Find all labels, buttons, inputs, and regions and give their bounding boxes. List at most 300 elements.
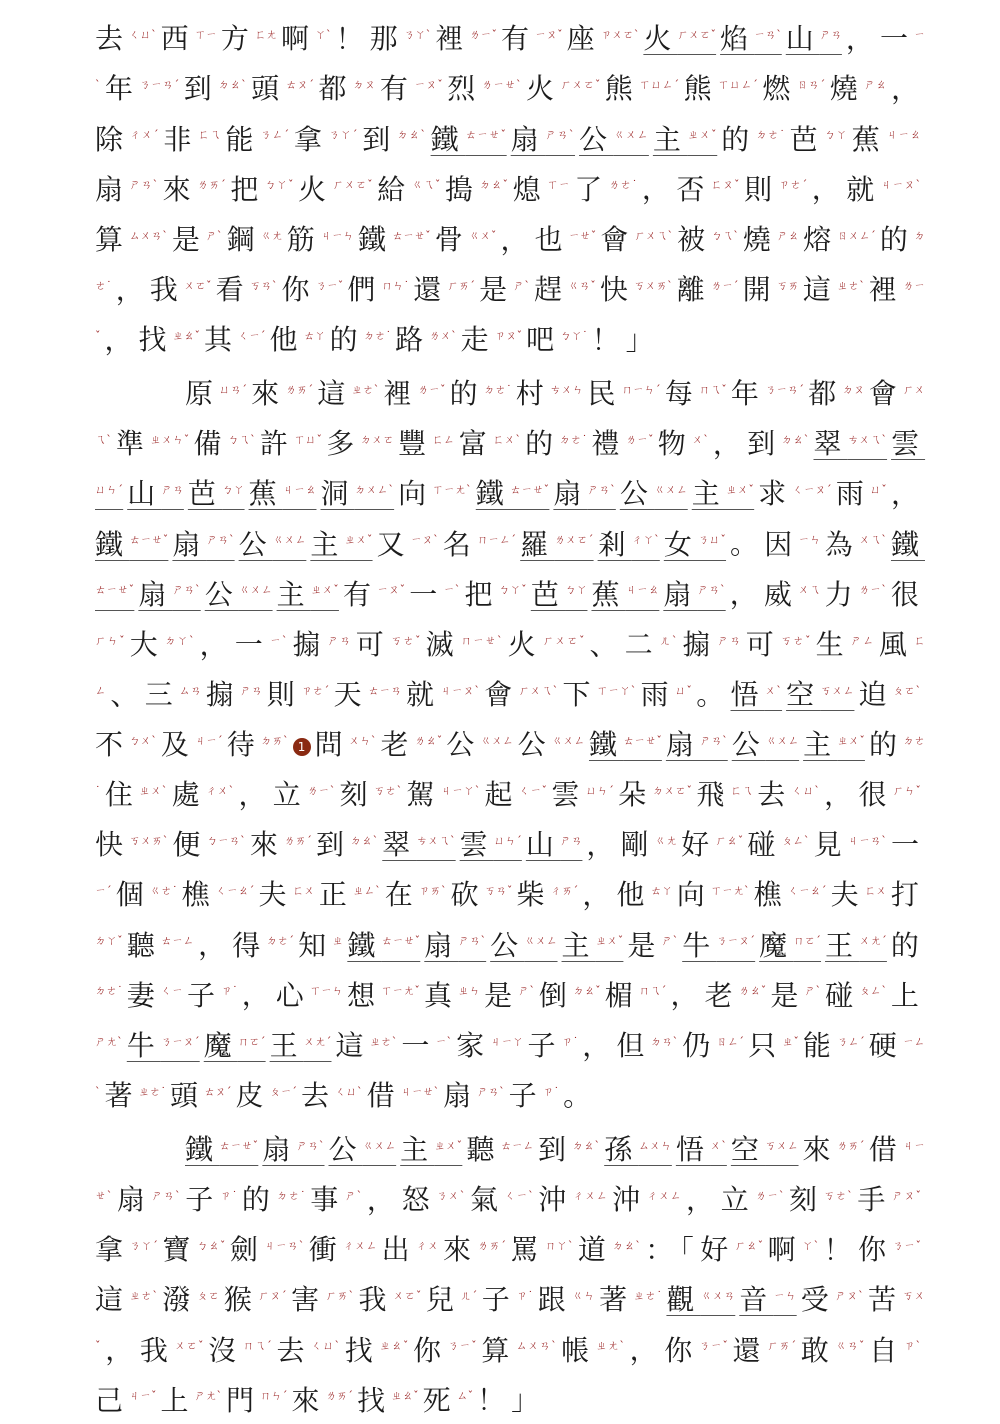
hanzi: 很 — [890, 577, 925, 611]
glyph — [891, 477, 925, 510]
glyph — [443, 1233, 510, 1266]
glyph — [812, 173, 847, 206]
zhuyin: ㄊㄚ — [303, 328, 326, 342]
zhuyin: ㄏㄞˊ — [767, 1339, 797, 1353]
hanzi: 去 — [95, 22, 130, 56]
glyph — [172, 828, 249, 861]
zhuyin: ㄍㄟˇ — [411, 178, 441, 192]
hanzi: 上 — [160, 1383, 195, 1417]
hanzi: 有 — [379, 72, 415, 106]
glyph — [666, 728, 732, 761]
glyph — [630, 1334, 665, 1367]
glyph — [684, 72, 763, 105]
glyph — [116, 273, 150, 306]
hanzi: 芭 — [789, 122, 825, 156]
hanzi: 翠 — [813, 427, 848, 461]
zhuyin: ㄋㄩˇ — [698, 533, 727, 547]
hanzi: 快 — [95, 828, 130, 862]
hanzi: 裡 — [868, 272, 903, 306]
zhuyin: ㄌㄧˇ — [469, 28, 497, 41]
zhuyin: ㄒㄧㄚˋ — [596, 683, 637, 697]
glyph — [424, 929, 490, 962]
hanzi: 只 — [748, 1028, 783, 1062]
hanzi: 沖 — [612, 1183, 647, 1217]
glyph — [484, 678, 562, 711]
zhuyin: ㄕˋ — [804, 984, 822, 998]
glyph — [620, 477, 692, 510]
zhuyin: ㄕㄢˋ — [700, 733, 728, 747]
hanzi: 子 — [508, 1078, 543, 1112]
glyph — [336, 22, 370, 55]
hanzi: 扇 — [138, 577, 173, 611]
zhuyin: ㄐㄧㄠ — [886, 128, 921, 142]
zhuyin: ㄉㄠˋ — [350, 834, 379, 847]
hanzi: 立 — [272, 778, 308, 812]
glyph — [200, 628, 235, 661]
hanzi: ， — [712, 427, 748, 461]
zhuyin: ㄕˋ — [661, 934, 679, 948]
zhuyin: ㄘㄨㄣ — [549, 382, 584, 396]
hanzi: 把 — [464, 577, 499, 611]
glyph — [287, 223, 358, 256]
glyph — [230, 173, 298, 206]
zhuyin: ㄊㄧㄝˇ — [392, 228, 431, 242]
hanzi: 富 — [458, 427, 493, 461]
glyph — [513, 173, 575, 206]
zhuyin: ㄎㄨㄞˋ — [633, 278, 673, 292]
zhuyin: ㄍㄣ — [572, 1289, 596, 1303]
glyph — [539, 979, 605, 1012]
zhuyin: ㄖㄥˊ — [716, 1034, 745, 1048]
zhuyin: ㄇㄧㄥˊ — [476, 533, 517, 547]
zhuyin: ㄇㄧㄝˋ — [460, 633, 504, 647]
zhuyin: ㄎㄢˋ — [249, 278, 278, 292]
glyph — [426, 628, 508, 661]
hanzi: 公 — [731, 728, 766, 762]
zhuyin: ㄍㄤ — [260, 228, 283, 242]
glyph — [127, 1029, 204, 1062]
zhuyin: ㄏㄨㄟˋ — [95, 382, 926, 446]
glyph — [721, 123, 789, 156]
glyph — [451, 878, 517, 911]
hanzi: 啊 — [767, 1233, 803, 1267]
zhuyin: ㄐㄧㄢˋ — [264, 1239, 305, 1252]
zhuyin: ㄈㄥ — [95, 633, 925, 697]
hanzi: 一 — [879, 22, 914, 56]
hanzi: 拿 — [293, 122, 329, 156]
hanzi: 飛 — [696, 778, 731, 812]
zhuyin: ㄕˋ — [344, 1188, 363, 1202]
zhuyin: ㄋㄧˇ — [892, 1239, 921, 1252]
glyph — [315, 728, 381, 761]
glyph — [824, 1233, 858, 1266]
hanzi: 老 — [704, 978, 739, 1012]
glyph — [808, 377, 869, 410]
glyph — [516, 878, 582, 911]
zhuyin: ㄑㄧㄡˊ — [792, 483, 832, 497]
glyph — [705, 979, 771, 1012]
hanzi: 蕉 — [591, 577, 626, 611]
glyph — [666, 1283, 739, 1316]
zhuyin: ㄅㄚˇ — [498, 583, 527, 597]
hanzi: 備 — [193, 427, 228, 461]
glyph — [589, 728, 666, 761]
zhuyin: ㄌㄧㄝˋ — [481, 78, 522, 92]
zhuyin: ㄎㄨˇ — [95, 1289, 925, 1353]
glyph — [801, 1283, 868, 1316]
zhuyin: ㄩˇ — [870, 483, 887, 497]
hanzi: 王 — [825, 928, 860, 962]
glyph — [508, 628, 590, 661]
zhuyin: ㄒㄧ — [194, 28, 217, 41]
glyph — [731, 1133, 803, 1166]
zhuyin: ㄨㄤˊ — [303, 1034, 332, 1048]
glyph — [562, 929, 628, 962]
glyph — [526, 828, 587, 861]
zhuyin: ㄧㄢˋ — [754, 28, 782, 41]
zhuyin: ㄇㄟˊ — [242, 1339, 273, 1353]
glyph — [443, 528, 520, 561]
zhuyin: ㄓ — [332, 934, 344, 948]
glyph — [518, 728, 589, 761]
zhuyin: ㄘㄨㄟˋ — [847, 433, 888, 446]
glyph — [431, 123, 511, 156]
hanzi: 罵 — [510, 1233, 545, 1267]
glyph — [95, 728, 161, 761]
hanzi: 裡 — [383, 377, 418, 411]
glyph — [188, 477, 249, 510]
zhuyin: ㄍㄨㄥ — [654, 483, 688, 497]
hanzi: 扇 — [172, 527, 207, 561]
glyph — [398, 427, 459, 460]
hanzi: 因 — [764, 527, 799, 561]
zhuyin: ㄍㄜ˙ — [149, 884, 178, 898]
glyph — [450, 377, 516, 410]
glyph — [238, 778, 272, 811]
footnote-marker[interactable]: 1 — [293, 738, 311, 756]
glyph — [858, 1233, 925, 1266]
hanzi: 魔 — [759, 928, 794, 962]
hanzi: 借 — [366, 1078, 401, 1112]
hanzi: 民 — [587, 377, 622, 411]
zhuyin: ㄉㄨㄛ — [360, 433, 395, 446]
glyph — [259, 878, 319, 911]
hanzi: 真 — [423, 978, 459, 1012]
hanzi: 聽 — [466, 1133, 501, 1167]
hanzi: 搧 — [292, 627, 328, 661]
hanzi: ， — [891, 72, 926, 106]
glyph — [127, 979, 187, 1012]
hanzi: ！ — [823, 1233, 859, 1267]
glyph — [816, 628, 879, 661]
zhuyin: ㄉㄢˋ — [650, 1034, 679, 1048]
hanzi: 來 — [162, 172, 198, 206]
glyph — [319, 878, 385, 911]
zhuyin: ㄓㄜˋ — [837, 278, 865, 292]
glyph — [516, 377, 588, 410]
glyph — [206, 678, 267, 711]
zhuyin: ㄒㄧㄤˋ — [710, 884, 750, 898]
hanzi: 駕 — [406, 778, 441, 812]
glyph — [445, 173, 513, 206]
glyph — [490, 929, 561, 962]
hanzi: 會 — [600, 222, 635, 256]
hanzi: 熊 — [683, 72, 719, 106]
hanzi: 兒 — [425, 1283, 461, 1317]
glyph — [747, 427, 813, 460]
glyph — [382, 1233, 443, 1266]
zhuyin: ㄌㄧˋ — [307, 783, 336, 797]
glyph — [598, 528, 664, 561]
glyph — [561, 1334, 629, 1367]
hanzi: 西 — [160, 22, 195, 56]
glyph — [618, 778, 696, 811]
zhuyin: ㄅㄟˋ — [227, 433, 256, 446]
glyph — [732, 728, 803, 761]
zhuyin: ㄉㄠˋ — [396, 128, 427, 142]
zhuyin: ㄊㄧㄥ — [160, 934, 195, 948]
hanzi: 問 — [314, 728, 349, 762]
hanzi: 扇 — [553, 477, 588, 511]
glyph — [185, 1133, 262, 1166]
hanzi: 除 — [95, 122, 130, 156]
hanzi: 劍 — [229, 1233, 265, 1267]
zhuyin: ㄚˋ — [315, 28, 332, 41]
glyph — [95, 173, 163, 206]
hanzi: 雨 — [835, 477, 871, 511]
zhuyin: ㄅㄧㄢˋ — [206, 834, 246, 847]
hanzi: 老 — [380, 728, 415, 762]
hanzi: 悟 — [675, 1133, 711, 1167]
hanzi: 否 — [676, 172, 711, 206]
zhuyin: ㄉㄠˋ — [781, 433, 810, 446]
hanzi: 是 — [484, 978, 519, 1012]
zhuyin: ㄅㄟˋ — [711, 228, 739, 242]
glyph — [251, 72, 318, 105]
zhuyin: ㄙˇ — [456, 1389, 474, 1403]
zhuyin: ㄎㄢˇ — [484, 884, 513, 898]
glyph — [501, 223, 535, 256]
zhuyin: ㄧㄡˋ — [410, 533, 439, 547]
zhuyin: ㄨㄟˋ — [858, 533, 887, 547]
glyph — [95, 1283, 162, 1316]
hanzi: 羅 — [520, 527, 555, 561]
hanzi: ， — [685, 1183, 721, 1217]
zhuyin: ㄌㄨㄛˊ — [554, 533, 594, 547]
hanzi: 這 — [95, 1283, 130, 1317]
hanzi: 自 — [869, 1333, 904, 1367]
glyph — [574, 173, 642, 206]
glyph — [677, 878, 754, 911]
glyph — [446, 728, 517, 761]
zhuyin: ㄎㄞ — [776, 278, 799, 292]
zhuyin: ㄈㄡˇ — [710, 178, 741, 192]
hanzi: 拿 — [95, 1233, 130, 1267]
hanzi: 起 — [484, 778, 519, 812]
zhuyin: ㄒㄩㄥˊ — [639, 78, 680, 92]
hanzi: 離 — [676, 272, 711, 306]
hanzi: 鐵 — [475, 477, 510, 511]
glyph — [733, 1334, 801, 1367]
glyph — [686, 1183, 721, 1216]
glyph — [762, 72, 829, 105]
hanzi: 頭 — [170, 1078, 205, 1112]
hanzi: 焰 — [720, 22, 755, 56]
zhuyin: ㄊㄧㄝˇ — [465, 128, 507, 142]
glyph — [746, 628, 816, 661]
glyph — [803, 1133, 869, 1166]
hanzi: 火 — [643, 22, 678, 56]
glyph — [239, 528, 311, 561]
hanzi: 座 — [566, 22, 601, 56]
hanzi: 搧 — [682, 627, 718, 661]
zhuyin: ㄏㄠˇ — [734, 1239, 764, 1252]
glyph — [95, 223, 172, 256]
zhuyin: ㄎㄨㄞˋ — [129, 834, 169, 847]
hanzi: 一 — [891, 828, 926, 862]
zhuyin: ㄋㄥˊ — [260, 128, 290, 142]
zhuyin: ㄏㄨㄟˋ — [634, 228, 674, 242]
zhuyin: ㄆㄛ — [196, 1289, 220, 1303]
hanzi: 是 — [627, 928, 662, 962]
glyph — [130, 628, 200, 661]
glyph — [216, 273, 282, 306]
glyph — [587, 377, 664, 410]
hanzi: 豐 — [398, 427, 433, 461]
glyph — [292, 1384, 358, 1417]
zhuyin: ㄍㄢˇ — [835, 1339, 866, 1353]
hanzi: 沖 — [538, 1183, 574, 1217]
zhuyin: ㄅㄚ — [824, 128, 848, 142]
hanzi: 出 — [381, 1233, 417, 1267]
glyph — [347, 979, 424, 1012]
hanzi: 碰 — [825, 978, 860, 1012]
glyph — [891, 72, 925, 105]
glyph — [770, 979, 825, 1012]
zhuyin: ㄈㄟ — [198, 128, 222, 142]
zhuyin: ㄑㄧˊ — [238, 328, 266, 342]
glyph — [227, 728, 293, 761]
zhuyin: ㄧㄡˇ — [377, 583, 406, 597]
hanzi: 每 — [664, 377, 699, 411]
hanzi: 原 — [185, 377, 220, 411]
zhuyin: ㄌㄞˊ — [284, 834, 313, 847]
hanzi: 會 — [484, 677, 519, 711]
glyph — [563, 1079, 597, 1112]
glyph — [105, 323, 139, 356]
story-paragraph — [95, 367, 925, 1119]
zhuyin: ㄐㄧㄝˋ — [400, 1084, 440, 1098]
zhuyin: ㄨㄛˇ — [183, 278, 212, 292]
hanzi: 主 — [652, 122, 688, 156]
hanzi: 來 — [802, 1133, 837, 1167]
zhuyin: ㄆㄧˊ — [269, 1084, 298, 1098]
hanzi: 的 — [241, 1183, 277, 1217]
glyph — [435, 223, 501, 256]
zhuyin: ㄉㄠˋ — [218, 78, 248, 92]
glyph — [270, 323, 330, 356]
hanzi: 到 — [362, 122, 397, 156]
glyph — [477, 1384, 545, 1417]
hanzi: 是 — [479, 272, 514, 306]
glyph — [814, 427, 892, 460]
glyph — [163, 123, 225, 156]
hanzi: 許 — [259, 427, 295, 461]
zhuyin: ㄈㄨ — [864, 884, 887, 898]
glyph — [162, 1233, 229, 1266]
zhuyin: ㄔㄞˊ — [550, 884, 579, 898]
glyph — [413, 1334, 481, 1367]
hanzi: 蕉 — [248, 477, 283, 511]
hanzi: ， — [891, 477, 926, 511]
zhuyin: ㄏㄨㄟˋ — [518, 683, 559, 697]
zhuyin: ㄕˋ — [513, 278, 530, 292]
glyph — [140, 1334, 208, 1367]
glyph — [145, 678, 206, 711]
glyph — [226, 1384, 292, 1417]
hanzi: 主 — [400, 1133, 435, 1167]
hanzi: 朵 — [618, 778, 653, 812]
glyph — [757, 778, 824, 811]
zhuyin: ㄅㄨˋ — [129, 733, 157, 747]
hanzi: 來 — [443, 1233, 478, 1267]
glyph — [682, 628, 745, 661]
hanzi: 吧 — [526, 323, 561, 357]
zhuyin: ㄩㄢˊ — [219, 382, 248, 396]
glyph — [551, 778, 618, 811]
hanzi: 火 — [507, 627, 543, 661]
zhuyin: ㄓㄨㄣˇ — [150, 433, 190, 446]
hanzi: 、 — [110, 677, 145, 711]
hanzi: 搗 — [444, 172, 480, 206]
glyph — [682, 1029, 748, 1062]
zhuyin: ㄎㄜˋ — [373, 783, 403, 797]
glyph — [754, 878, 831, 911]
zhuyin: ㄨㄟ — [798, 583, 821, 597]
hanzi: 熄 — [512, 172, 548, 206]
zhuyin: ㄕㄢ — [560, 834, 583, 847]
story-paragraph — [95, 1123, 925, 1424]
hanzi: 是 — [770, 978, 805, 1012]
story-paragraph — [95, 12, 925, 363]
zhuyin: ㄋㄚˊ — [129, 1239, 159, 1252]
hanzi: ！」 — [591, 323, 660, 357]
glyph — [591, 578, 663, 611]
zhuyin: ㄉㄜ˙ — [276, 1188, 307, 1202]
hanzi: ， — [366, 1183, 402, 1217]
hanzi: 苦 — [868, 1283, 903, 1317]
hanzi: 啊 — [280, 22, 315, 56]
zhuyin: ㄖㄢˊ — [796, 78, 826, 92]
hanzi: ， — [824, 778, 859, 812]
zhuyin: ㄆㄥˋ — [859, 984, 887, 998]
glyph — [464, 578, 530, 611]
glyph — [665, 377, 731, 410]
hanzi: 去 — [757, 778, 792, 812]
hanzi: 求 — [758, 477, 793, 511]
zhuyin: ㄚˋ — [802, 1239, 820, 1252]
zhuyin: ㄓㄣ — [458, 984, 481, 998]
zhuyin: ㄑㄧㄠˊ — [215, 884, 255, 898]
zhuyin: ㄎㄜˇ — [390, 633, 422, 647]
hanzi: 被 — [677, 222, 712, 256]
glyph — [612, 1183, 686, 1216]
zhuyin: ㄨˋ — [764, 683, 783, 697]
hanzi: 公 — [328, 1133, 363, 1167]
hanzi: 會 — [868, 377, 903, 411]
glyph — [836, 477, 891, 510]
glyph — [367, 1183, 402, 1216]
